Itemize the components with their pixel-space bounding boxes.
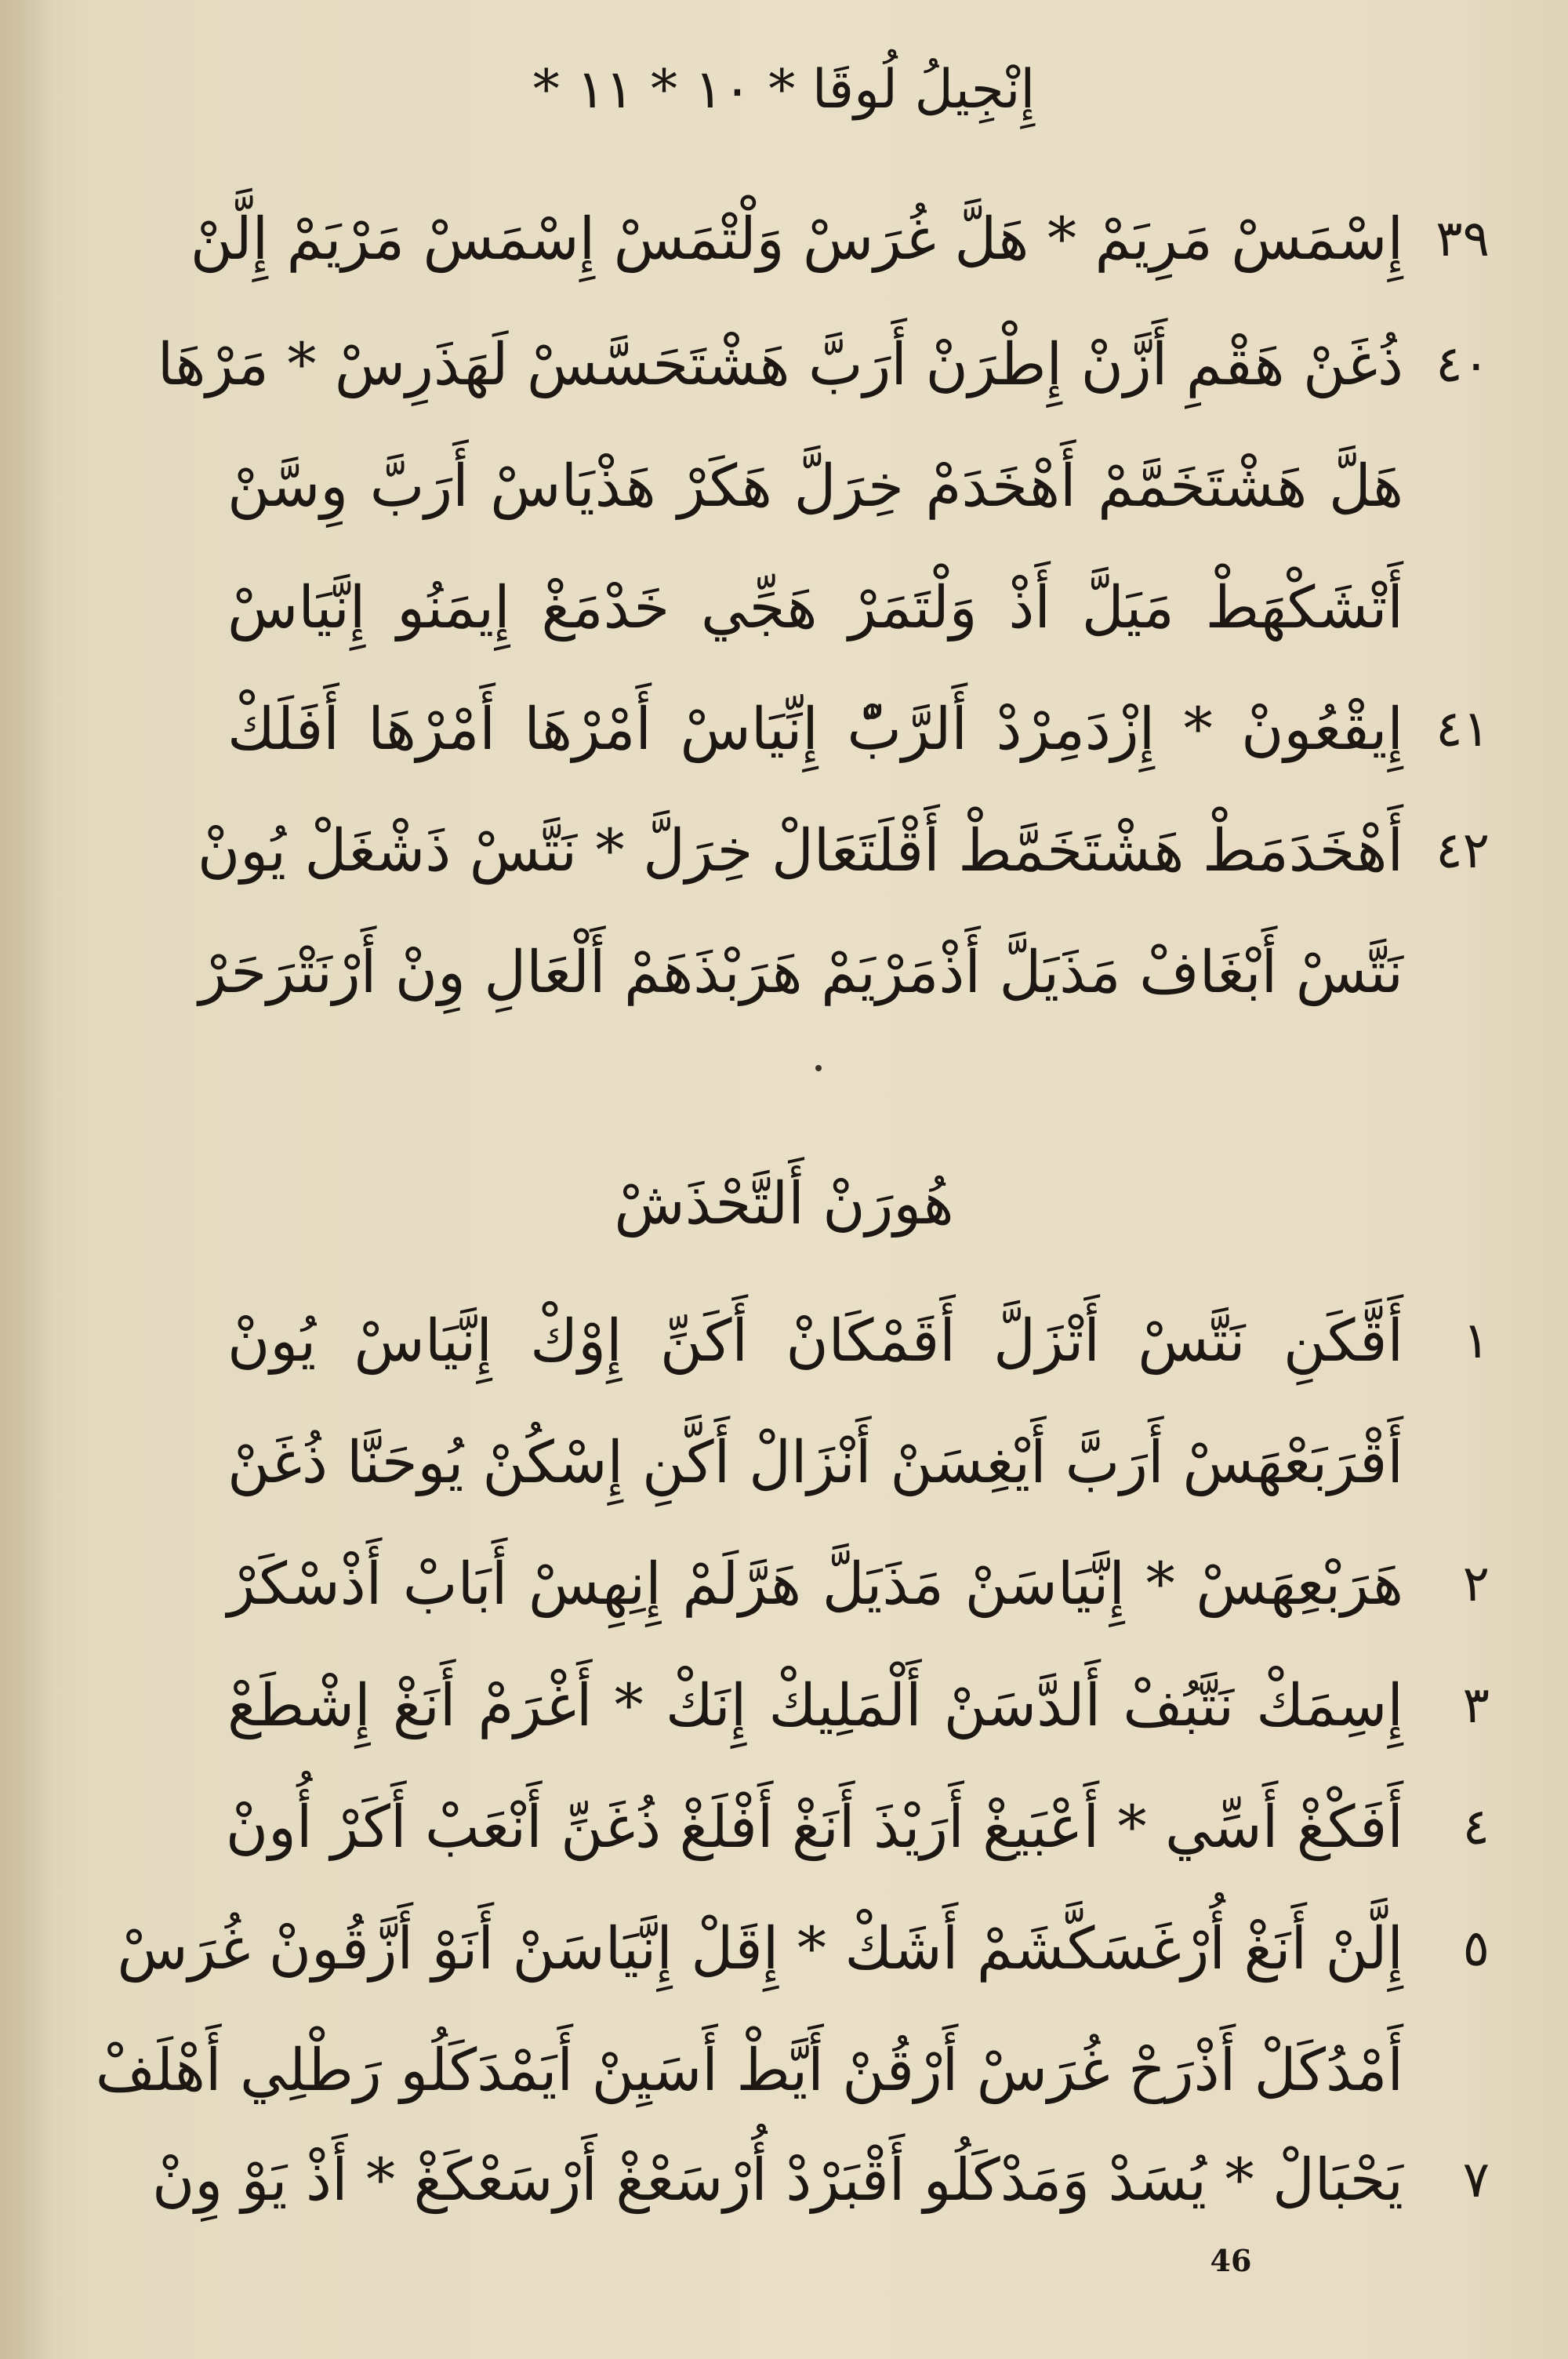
verse-line	[152, 2121, 1490, 2239]
separator-dot	[815, 1065, 822, 1071]
verse-number: ٢	[1462, 1555, 1490, 1613]
verse-line	[227, 549, 1490, 667]
verse-line	[227, 1404, 1490, 1521]
verse-line	[117, 1890, 1490, 2008]
verse-number: ٤	[1462, 1798, 1490, 1856]
verse-text: أَتْشَكْهَطْ مَيَلَّ أَذْ وَلْتَمَرْ هَجِّي خَدْمَغْ إِيمَنُو إِنَّيَاسْ	[227, 574, 1403, 642]
verse-text: هَرَبْعِهَسْ * إِنَّيَاسَنْ مَذَيَلَّ هَرَّلَمْ إِنِهِسْ أَبَابْ أَذْسْكَرْ	[227, 1550, 1403, 1618]
verse-number: ٣	[1462, 1677, 1490, 1735]
running-header: إِنْجِيلُ لُوقَا * ١٠ * ١١ *	[532, 59, 1036, 121]
verse-number: ٧	[1462, 2151, 1490, 2209]
verse-line	[197, 792, 1490, 910]
verse-text: أَمْدُكَلْ أَذْرَحْ غُرَسْ أَرْقُنْ أَيَّطْ أَسَيِنْ أَيَمْدَكَلُو رَطْلِي أَهْلَفْ	[95, 2037, 1403, 2104]
verse-line	[157, 306, 1490, 423]
verse-text: إِلَّنْ أَنَغْ أُرْغَسَكَّشَمْ أَشَكْ * إِقَلْ إِنَّيَاسَنْ أَنَوْ أَزَّقُونْ غُرَسْ	[117, 1915, 1403, 1983]
section-title: هُورَنْ أَلتَّحْذَشْ	[614, 1170, 954, 1238]
verse-text: إِيقْعُونْ * إِزْدَمِرْدْ أَلرَّبّْ إِنِّيَاسْ أَمْرْهَا أَمْرْهَا أَفَلَكْ	[227, 696, 1403, 763]
verse-line	[190, 180, 1490, 298]
verse-number: ٤١	[1436, 700, 1490, 758]
verse-number: ٤٠	[1436, 336, 1490, 394]
page-number: 46	[1210, 2243, 1252, 2278]
verse-line	[227, 1282, 1490, 1400]
verse-text: إِسْمَسْ مَرِيَمْ * هَلَّ غُرَسْ وَلْتْمَسْ إِسْمَسْ مَرْيَمْ إِلَّنْ	[190, 205, 1403, 273]
verse-number: ٣٩	[1436, 210, 1490, 268]
verse-line	[198, 914, 1490, 1031]
verse-text: أَقَّكَنِ نَتَّسْ أَتْزَلَّ أَقَمْكَانْ أَكَنِّ إِوْكْ إِنَّيَاسْ يُونْ	[227, 1307, 1403, 1375]
verse-line	[227, 1525, 1490, 1643]
verse-number: ٥	[1462, 1920, 1490, 1978]
verse-text: نَتَّسْ أَبْغَافْ مَذَيَلَّ أَذْمَرْيَمْ هَرَبْذَهَمْ أَلْعَالِ وِنْ أَرْنَتْرَحَرْ	[198, 939, 1403, 1006]
verse-line	[227, 1768, 1490, 1886]
verse-text: ذُغَنْ هَقْمِ أَزَّنْ إِطْرَنْ أَرَبَّ هَشْتَحَسَّسْ لَهَذَرِسْ * مَرْهَا	[157, 331, 1403, 398]
verse-text: يَحْبَالْ * يُسَدْ وَمَدْكَلُو أَقْبَرْدْ أُرْسَعْغْ أَرْسَعْكَغْ * أَذْ يَوْ وِنْ	[152, 2146, 1403, 2214]
verse-number: ١	[1462, 1312, 1490, 1370]
verse-number: ٤٢	[1436, 822, 1490, 880]
verse-text: إِسِمَكْ نَتَّبُفْ أَلدَّسَنْ أَلْمَلِيكْ إِنَكْ * أَغْرَمْ أَنَغْ إِشْطَعْ	[227, 1672, 1403, 1739]
verse-line	[227, 427, 1490, 545]
verse-text: أَقْرَبَعْهَسْ أَرَبَّ أَيْغِسَنْ أَنْزَالْ أَكَّنِ إِسْكُنْ يُوحَنَّا ذُغَنْ	[227, 1429, 1403, 1496]
verse-line	[95, 2012, 1490, 2129]
verse-text: أَهْخَدَمَطْ هَشْتَخَمَّطْ أَقْلَتَعَالْ خِرَلَّ * نَتَّسْ ذَشْغَلْ يُونْ	[197, 817, 1403, 885]
verse-text: هَلَّ هَشْتَخَمَّمْ أَهْخَدَمْ خِرَلَّ هَكَرْ هَذْيَاسْ أَرَبَّ وِسَّنْ	[227, 453, 1403, 520]
verse-line	[227, 671, 1490, 788]
verse-line	[227, 1647, 1490, 1765]
verse-text: أَفَكْغْ أَسِّي * أَعْبَيغْ أَرَيْذَ أَنَغْ أَفْلَغْ ذُغَنِّ أَنْعَبْ أَكَرْ أُونْ	[225, 1794, 1403, 1861]
